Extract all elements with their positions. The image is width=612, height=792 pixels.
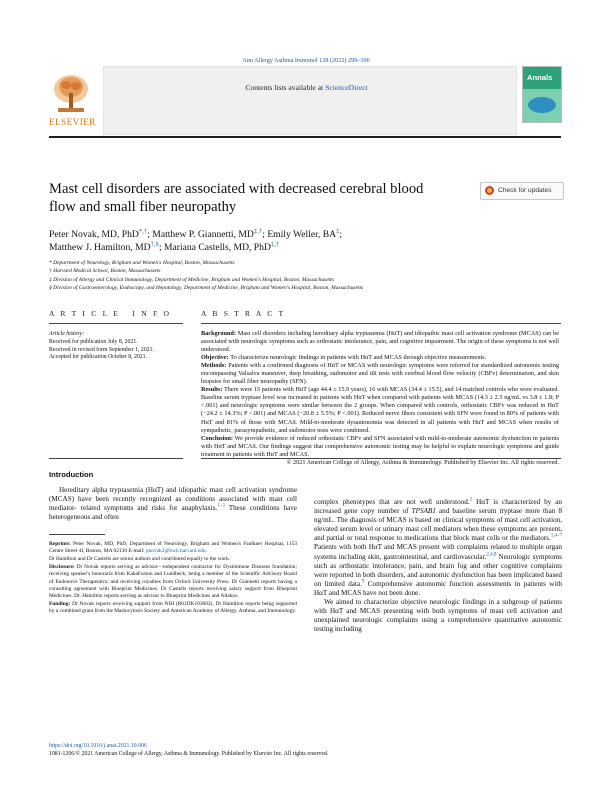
funding-note [49,601,297,616]
body-text: HαT is characterized by an increased gene copy number of [314,498,563,516]
header-rule [49,136,561,138]
citation-link[interactable]: 1–3 [217,503,225,509]
affiliation: ‡ Division of Allergy and Clinical Immunology, Department of Medicine, Brigham and Women's Hospital, Boston, Massachusetts [49,276,334,283]
history-item: Received for publication July 8, 2021. [49,338,138,345]
results-label: Results: [201,386,223,394]
funding-label: Funding: [49,601,71,608]
footnote-rule [49,534,105,535]
intro-text-end: These conditions have heterogeneous and often [49,504,297,522]
article-info-bottom-rule [49,458,183,459]
issn-copyright: 1081-1206/© 2021 American College of Allergy, Asthma & Immunology. Published by Elsevier Inc. All rights reserved. [49,750,329,757]
history-item: Accepted for publication October 8, 2021. [49,354,148,361]
journal-header-box [103,66,517,135]
abstract-objective [201,354,559,362]
intro-paragraph [49,486,297,522]
right-paragraph-2: We aimed to characterize objective neurologic findings in a subgroup of patients with HαT and MCAS presenting with both symptoms of mast cell activation and unexplained neurologic complaints using a comprehensive quantitative autonomic testing including [314,598,562,634]
history-item: Received in revised form September 1, 2021. [49,346,154,353]
article-info-heading: A R T I C L E I N F O [49,309,172,318]
abstract-results [201,386,559,434]
body-text: and baseline serum tryptase more than 8 ng/mL. The diagnosis of MCAS is based on clinical symptoms of mast cell activation, elevated serum level or urinary mast cell mediators when these symptoms are present, and partial or total response to medications that block mast cells or the mediators. [314,507,562,543]
sciencedirect-link[interactable]: ScienceDirect [325,83,368,92]
journal-reference[interactable]: Ann Allergy Asthma Immunol 128 (2022) 299–306 [242,57,370,64]
cover-graphic [528,97,556,113]
history-label: Article history: [49,331,85,337]
author-name[interactable]: Mariana Castells, MD, PhD [164,242,271,254]
affiliation: † Harvard Medical School, Boston, Massachusetts [49,268,161,275]
elsevier-tree-logo-icon[interactable] [52,73,90,115]
methods-label: Methods: [201,362,227,370]
author-name[interactable]: Emily Weller, BA [267,229,337,240]
objective-text: To characterize neurologic findings in patients with HαT and MCAS through objective measurements. [230,354,487,362]
disclosure-note [49,564,297,600]
author-marks[interactable]: ‡,† [270,241,280,249]
article-info-rule [49,323,183,324]
elsevier-wordmark: ELSEVIER [49,118,96,128]
author-marks[interactable]: †,§ [150,241,159,249]
reprints-label: Reprints: [49,541,71,547]
doi-link[interactable]: https://doi.org/10.1016/j.anai.2021.10.006 [49,743,147,749]
email-link[interactable]: pnovak2@bwh.harvard.edu [145,548,206,555]
abstract-heading: A B S T R A C T [201,309,286,318]
page-footer [49,743,489,758]
citation-link[interactable]: 1,4–7 [550,534,562,539]
body-text: Comprehensive autonomic function assessments in patients with HαT and MCAS have not been done. [314,579,562,597]
abstract-copyright: © 2021 American College of Allergy, Asthma & Immunology. Published by Elsevier Inc. All rights reserved. [286,458,559,466]
author-marks[interactable]: ‡,† [253,227,263,235]
background-label: Background: [201,330,236,337]
reprints-text: Peter Novak, MD, PhD, Department of Neurology, Brigham and Women's Faulkner Hospital, 1153 Centre Street 4I, Boston, MA 02130 E-mail: [49,541,297,555]
left-column [49,470,297,522]
body-text: Patients with both HαT and MCAS present with complaints related to multiple organ systems including skin, gastrointestinal, and cardiovascular. [314,543,562,561]
abstract-body [201,330,559,467]
check-for-updates-button[interactable] [480,182,564,200]
funding-text: Dr Novak reports receiving support from NIH (R01DK103002). Dr Hamilton reports being supported by a combined grant from the Mastocytosis Society and American Academy of Allergy, Asthma, and Immunology. [49,601,297,615]
conclusion-text: We provide evidence of reduced orthostatic CBFv and SFN associated with mild-to-moderate autonomic dysfunction in patients with HαT and MCAS. Our findings suggest that comprehensive autonomic testing may be helpful to explain neurologic symptoms and guide treatment in patients with HαT and MCAS. [201,434,559,458]
author-name[interactable]: Matthew J. Hamilton, MD [49,242,151,254]
background-text: Mast cell disorders including hereditary alpha tryptasemia (HαT) and idiopathic mast cell activation syndrome (MCAS) can be associated with neurologic symptoms such as orthostatic intolerance, pain, and cognitive impairment. The origin of these symptoms is not well understood. [201,330,560,354]
article-title: Mast cell disorders are associated with decreased cerebral blood flow and small fiber neuropathy [49,181,424,215]
right-paragraph-1 [314,498,562,598]
contents-prefix: Contents lists available at [245,83,326,92]
body-text: complex phenotypes that are not well understood. [314,498,470,506]
gene-name: TPSAB1 [411,507,436,516]
footnotes [49,541,297,616]
disclosure-label: Disclosure: [49,564,75,571]
methods-text: Patients with a confirmed diagnosis of HαT or MCAS with neurologic symptoms were referred for standardized autonomic testing encompassing Valsalva maneuver, deep breathing, sudomotor and tilt tests with cerebral blood flow velocity (CBFv) determination, and skin biopsies for small fiber neuropathy (SFN). [201,362,560,386]
intro-text: Hereditary alpha tryptasemia (HαT) and idiopathic mast cell activation syndrome (MCAS) have been recently recognized as conditions associated with mast cell mediator- related symptoms and risks for anaphylaxis. [49,486,297,513]
abstract-top-rule [201,323,561,324]
disclosure-text: Dr Novak reports serving as advisor—independent contractor for Dysimmune Diseases foundation; receiving speaker's honoraria from KabaFusion and Lundbeck; being a member of the Scientific Advisory Board of Endonovo Therapeutics; and receiving royalties from Oxford University Press. Dr Giannetti reports having a consulting agreement with Blueprint Medicines. Dr Castells reports receiving salary support from Blueprint Medicines. Dr. Hamilton reports serving as advisor to Blueprint Medicines and Allakos. [49,564,297,600]
contents-availability-line [180,83,433,92]
author-marks[interactable]: *,† [138,227,148,235]
right-column [314,498,562,634]
abstract-bottom-rule [201,458,561,459]
objective-label: Objective: [201,354,229,362]
author-marks[interactable]: ‡ [336,227,340,235]
citation-link[interactable]: 9 [361,579,365,585]
author-list: Peter Novak, MD, PhD*,†; Matthew P. Giannetti, MD‡,†; Emily Weller, BA‡; Matthew J. Hamilton, MD†,§; Mariana Castells, MD, PhD‡,† [49,227,343,254]
affiliation: § Division of Gastroenterology, Endoscopy, and Hepatology, Department of Medicine, Brigham and Women's Hospital, Boston, Massachusetts [49,284,364,291]
journal-cover-thumbnail[interactable] [522,66,562,123]
reprints-note [49,541,297,556]
senior-authors-note: Dr Hamilton and Dr Castells are senior authors and contributed equally to the work. [49,556,231,563]
abstract-conclusion [201,435,559,459]
author-name[interactable]: Peter Novak, MD, PhD [49,229,139,240]
article-history [49,331,181,362]
results-text: There were 15 patients with HαT (age 44.4 ± 15.9 years), 16 with MCAS (34.4 ± 15.5), and 14 matched controls who were evaluated. Baseline serum tryptase level was increased in patients with HαT when compared with patients with MCAS (14.3 ± 2.5 ng/mL vs 3.8 ± 1.8; P <.001) and neurologic symptoms were similar between the 2 groups. When compared with controls, orthostatic CBFv was reduced in HαT (−24.2 ± 14.3%; P <.001) and MCAS (−20.8 ± 5.5%; P <.001). Reduced nerve fibers consistent with SFN were found in 80% of patients with HαT and 81% of those with MCAS. Mild-to-moderate dysautonomia was detected in all patients with HαT and MCAS when results of sympathetic, parasympathetic, and sudomotor tests were combined. [201,386,559,434]
cover-title: Annals [527,73,553,82]
crossmark-icon [485,186,494,195]
introduction-heading: Introduction [49,470,94,479]
affiliation: * Department of Neurology, Brigham and Women's Hospital, Boston, Massachusetts [49,260,235,266]
body-text: Neurologic symptoms such as orthostatic intolerance, pain, and brain fog and other cognitive complaints were reported in both disorders, and autonomic dysfunction has been implicated based on limited data. [314,552,562,588]
citation-link[interactable]: 2,4,8 [486,552,497,558]
conclusion-label: Conclusion: [201,434,233,442]
reprints-end: . [205,548,207,555]
affiliations [49,259,549,292]
abstract-methods [201,362,559,386]
abstract-background [201,330,559,354]
author-name[interactable]: Matthew P. Giannetti, MD [152,229,254,240]
citation-link[interactable]: 2 [469,497,473,503]
check-for-updates-label: Check for updates [498,186,552,194]
